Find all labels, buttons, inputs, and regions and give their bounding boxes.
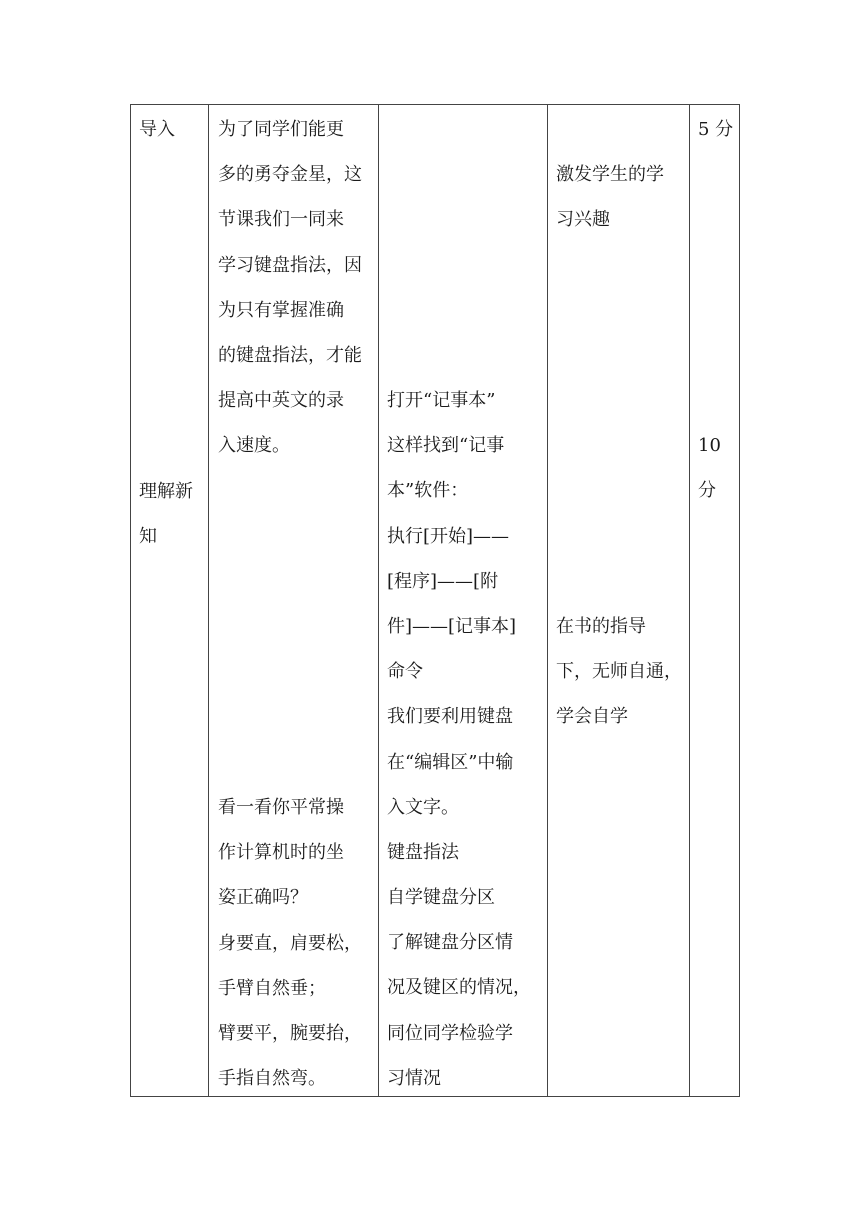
column-divider <box>547 105 548 1096</box>
design-intent-understand <box>556 604 684 740</box>
text-line: 在书的指导 <box>556 616 646 637</box>
time-intro-cell <box>698 107 733 152</box>
text-line: 在“编辑区”中输 <box>387 751 514 773</box>
stage-intro-label: 导入 <box>139 119 175 140</box>
text-line: 这样找到“记事 <box>387 435 505 457</box>
text-line: 自学键盘分区 <box>387 887 495 909</box>
text-line: 我们要利用键盘 <box>387 706 513 728</box>
text-line: 入文字。 <box>387 796 459 818</box>
text-line: 习兴趣 <box>556 209 610 231</box>
text-line: 打开“记事本” <box>387 390 496 411</box>
time-understand-unit: 分 <box>698 480 716 502</box>
text-line: 执行[开始]—— <box>387 525 510 547</box>
text-line: 学会自学 <box>556 706 628 728</box>
column-divider <box>378 105 379 1096</box>
text-line: 件]——[记事本] <box>387 615 517 637</box>
text-line: 了解键盘分区情 <box>387 932 513 954</box>
text-line: 同位同学检验学 <box>387 1022 513 1044</box>
stage-understand-label: 知 <box>139 526 157 548</box>
text-line: 习情况 <box>387 1067 441 1089</box>
text-line: 手臂自然垂； <box>218 977 326 999</box>
text-line: 为只有掌握准确 <box>218 299 344 321</box>
column-divider <box>689 105 690 1096</box>
time-understand-cell <box>698 423 721 513</box>
text-line: 况及键区的情况， <box>387 977 531 999</box>
stage-understand-label: 理解新 <box>139 481 193 502</box>
stage-understand-cell <box>139 469 193 559</box>
teacher-intro-text <box>218 107 370 469</box>
design-intent-intro <box>556 152 684 242</box>
text-line: 身要直，肩要松， <box>218 932 362 954</box>
text-line: 入速度。 <box>218 435 290 457</box>
text-line: [程序]——[附 <box>387 570 499 592</box>
teacher-posture-text <box>218 785 370 1101</box>
text-line: 臂要平，腕要抬， <box>218 1022 362 1044</box>
text-line: 提高中英文的录 <box>218 390 344 412</box>
time-intro-value: 5 分 <box>698 119 734 140</box>
time-understand-value: 10 <box>698 435 721 456</box>
text-line: 本”软件： <box>387 480 469 502</box>
text-line: 下，无师自通， <box>556 661 682 683</box>
text-line: 看一看你平常操 <box>218 797 344 818</box>
text-line: 键盘指法 <box>387 841 459 863</box>
text-line: 多的勇夺金星，这 <box>218 164 362 186</box>
stage-intro-cell <box>139 107 175 152</box>
column-divider <box>208 105 209 1096</box>
text-line: 作计算机时的坐 <box>218 842 344 864</box>
student-activity-text <box>387 378 541 1101</box>
text-line: 学习键盘指法，因 <box>218 254 362 276</box>
text-line: 命令 <box>387 661 423 683</box>
text-line: 姿正确吗？ <box>218 887 308 909</box>
text-line: 激发学生的学 <box>556 164 664 185</box>
text-line: 为了同学们能更 <box>218 119 344 140</box>
text-line: 手指自然弯。 <box>218 1068 326 1090</box>
lesson-plan-table <box>130 104 740 1097</box>
text-line: 的键盘指法，才能 <box>218 344 362 366</box>
text-line: 节课我们一同来 <box>218 209 344 231</box>
